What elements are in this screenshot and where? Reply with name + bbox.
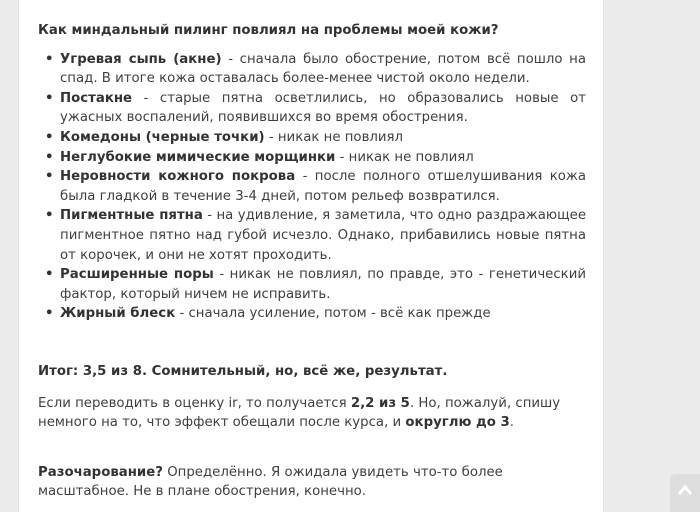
item-term: Постакне — [60, 90, 133, 106]
total-score: Итог: 3,5 из 8. Сомнительный, но, всё же, результат. — [38, 363, 448, 379]
bullet-icon: • — [45, 169, 54, 185]
disappointment-text: Определённо. Я ожидала увидеть что-то более масштабное. Не в плане обострения, конечно. — [38, 464, 503, 500]
item-text: - старые пятна осветлились, но образовались новые от ужасных воспалений, появившихся во время обострения. — [60, 90, 586, 126]
list-item — [45, 167, 587, 206]
item-term: Пигментные пятна — [60, 208, 203, 224]
rating-rounded: округлю до 3 — [405, 415, 510, 431]
rating-text: Если переводить в оценку ir, то получается — [38, 395, 351, 411]
disappointment-paragraph — [38, 463, 586, 502]
bullet-icon: • — [45, 51, 54, 67]
article-card — [18, 0, 604, 512]
bullet-icon: • — [45, 208, 54, 224]
bullet-icon: • — [45, 267, 54, 283]
rating-paragraph — [38, 394, 586, 433]
item-term: Комедоны (черные точки) — [60, 129, 265, 145]
list-item — [45, 206, 587, 265]
effects-list — [38, 50, 586, 324]
bullet-icon: • — [45, 90, 54, 106]
item-text: - сначала усиление, потом - всё как прежде — [175, 306, 491, 322]
article-content — [38, 21, 586, 502]
item-text: - сначала было обострение, потом всё пошло на спад. В итоге кожа оставалась более-менее чистой около недели. — [60, 51, 586, 87]
bullet-icon: • — [45, 306, 54, 322]
rating-text: . — [509, 415, 514, 431]
item-text: - никак не повлиял — [264, 129, 404, 145]
section-heading: Как миндальный пилинг повлиял на проблемы моей кожи? — [38, 23, 499, 38]
chevron-up-icon — [677, 484, 693, 496]
rating-value: 2,2 из 5 — [350, 395, 410, 411]
list-item — [45, 304, 586, 324]
item-term: Угревая сыпь (акне) — [60, 51, 222, 67]
item-text: - никак не повлиял — [335, 149, 474, 165]
item-term: Расширенные поры — [60, 267, 214, 283]
item-term: Неровности кожного покрова — [60, 169, 296, 185]
item-text: - после полного отшелушивания кожа была гладкой в течение 3-4 дней, потом рельеф возвратился. — [60, 169, 587, 204]
list-item — [45, 50, 586, 89]
item-text: - на удивление, я заметила, что одно раздражающее пигментное пятно над губой исчезло. Однако, прибавились новые пятна от корочек, и они не хотят проходить. — [60, 208, 587, 263]
list-item — [45, 265, 586, 304]
rating-text: . Но, пожалуй, спишу немного на то, что эффект обещали после курса, и — [38, 395, 561, 431]
list-item — [45, 128, 586, 148]
item-term: Неглубокие мимические морщинки — [60, 149, 336, 165]
scroll-top-button[interactable] — [670, 474, 700, 512]
item-term: Жирный блеск — [60, 306, 176, 322]
item-text: - никак не повлиял, по правде, это - генетический фактор, который ничем не исправить. — [60, 267, 586, 302]
bullet-icon: • — [45, 129, 54, 145]
list-item — [45, 89, 586, 128]
disappointment-term: Разочарование? — [38, 464, 163, 480]
bullet-icon: • — [45, 149, 54, 165]
list-item — [45, 148, 586, 168]
